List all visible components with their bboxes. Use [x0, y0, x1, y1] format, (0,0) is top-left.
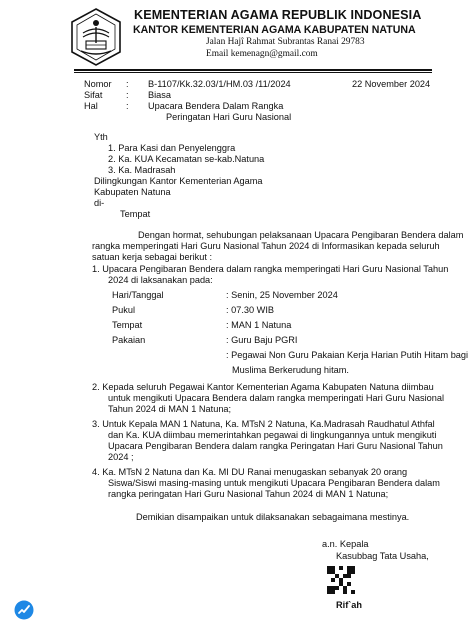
addressee-office: Dilingkungan Kantor Kementerian Agama	[94, 176, 263, 186]
kop-line-3: Jalan Hajî Rahmat Subrantas Ranai 29783	[206, 37, 365, 47]
kop-line-4: Email kemenagn@gmail.com	[206, 49, 318, 59]
hal-label: Hal	[84, 101, 98, 111]
signature-name: Rif`ah	[336, 600, 363, 610]
hal-value-1: Upacara Bendera Dalam Rangka	[148, 101, 284, 111]
detail-label: Pakaian	[112, 335, 146, 345]
kop-line-1: KEMENTERIAN AGAMA REPUBLIK INDONESIA	[134, 8, 422, 22]
document-app-icon	[14, 600, 34, 620]
sifat-label: Sifat	[84, 90, 103, 100]
addressee-kab: Kabupaten Natuna	[94, 187, 171, 197]
point-3-line: 3. Untuk Kepala MAN 1 Natuna, Ka. MTsN 2 Natuna, Ka.Madrasah Raudhatul Athfal	[92, 419, 435, 429]
signature-an: a.n. Kepala	[322, 539, 369, 549]
intro-line: rangka memperingati Hari Guru Nasional Tahun 2024 di Informasikan kepada seluruh	[92, 241, 440, 251]
pakaian-extra: : Pegawai Non Guru Pakaian Kerja Harian Putih Hitam bagi	[226, 350, 469, 360]
hal-colon: :	[126, 101, 129, 111]
kemenag-logo	[69, 7, 123, 67]
detail-label: Pukul	[112, 305, 135, 315]
kop-rule-thin	[74, 72, 432, 73]
point-1-line: 1. Upacara Pengibaran Bendera dalam rangka memperingati Hari Guru Nasional Tahun	[92, 264, 449, 274]
point-2-line: Tahun 2024 di MAN 1 Natuna;	[108, 404, 232, 414]
detail-label: Hari/Tanggal	[112, 290, 164, 300]
detail-value: : MAN 1 Natuna	[226, 320, 292, 330]
kop-rule-thick	[74, 69, 432, 71]
nomor-label: Nomor	[84, 79, 112, 89]
intro-line: satuan kerja sebagai berikut :	[92, 252, 213, 262]
detail-label: Tempat	[112, 320, 143, 330]
letter-date: 22 November 2024	[352, 79, 431, 89]
addressee-tempat: Tempat	[120, 209, 151, 219]
sifat-colon: :	[126, 90, 129, 100]
pakaian-extra: Muslima Berkerudung hitam.	[232, 365, 349, 375]
addressee-item: 2. Ka. KUA Kecamatan se-kab.Natuna	[108, 154, 265, 164]
detail-value: : Senin, 25 November 2024	[226, 290, 338, 300]
nomor-colon: :	[126, 79, 129, 89]
point-3-line: Upacara Pengibaran Bendera dalam rangka Peringatan Hari Guru Nasional Tahun	[108, 441, 443, 451]
detail-value: : 07.30 WIB	[226, 305, 275, 315]
addressee-item: 1. Para Kasi dan Penyelenggra	[108, 143, 236, 153]
point-3-line: dan Ka. KUA diimbau memerintahkan pegawai di lingkungannya untuk mengikuti	[108, 430, 437, 440]
kop-line-2: KANTOR KEMENTERIAN AGAMA KABUPATEN NATUNA	[133, 24, 416, 36]
qr-code	[327, 566, 355, 594]
closing-text: Demikian disampaikan untuk dilaksanakan sebagaimana mestinya.	[136, 512, 410, 522]
point-4-line: rangka peringatan Hari Guru Nasional Tahun 2024 di MAN 1 Natuna;	[108, 489, 389, 499]
detail-value: : Guru Baju PGRI	[226, 335, 298, 345]
signature-position: Kasubbag Tata Usaha,	[336, 551, 429, 561]
sifat-value: Biasa	[148, 90, 171, 100]
addressee-di: di-	[94, 198, 105, 208]
point-2-line: untuk mengikuti Upacara Bendera dalam rangka memperingati Hari Guru Nasional	[108, 393, 445, 403]
point-3-line: 2024 ;	[108, 452, 134, 462]
point-4-line: 4. Ka. MTsN 2 Natuna dan Ka. MI DU Ranai menugaskan sebanyak 20 orang	[92, 467, 408, 477]
point-4-line: Siswa/Siswi masing-masing untuk mengikuti Upacara Pengibaran Bendera dalam	[108, 478, 440, 488]
addressee-item: 3. Ka. Madrasah	[108, 165, 176, 175]
point-2-line: 2. Kepada seluruh Pegawai Kantor Kementerian Agama Kabupaten Natuna diimbau	[92, 382, 434, 392]
yth: Yth	[94, 132, 108, 142]
point-1-line: 2024 di laksanakan pada:	[108, 275, 213, 285]
hal-value-2: Peringatan Hari Guru Nasional	[166, 112, 292, 122]
intro-line: Dengan hormat, sehubungan pelaksanaan Upacara Pengibaran Bendera dalam	[138, 230, 464, 240]
nomor-value: B-1107/Kk.32.03/1/HM.03 /11/2024	[148, 79, 291, 89]
